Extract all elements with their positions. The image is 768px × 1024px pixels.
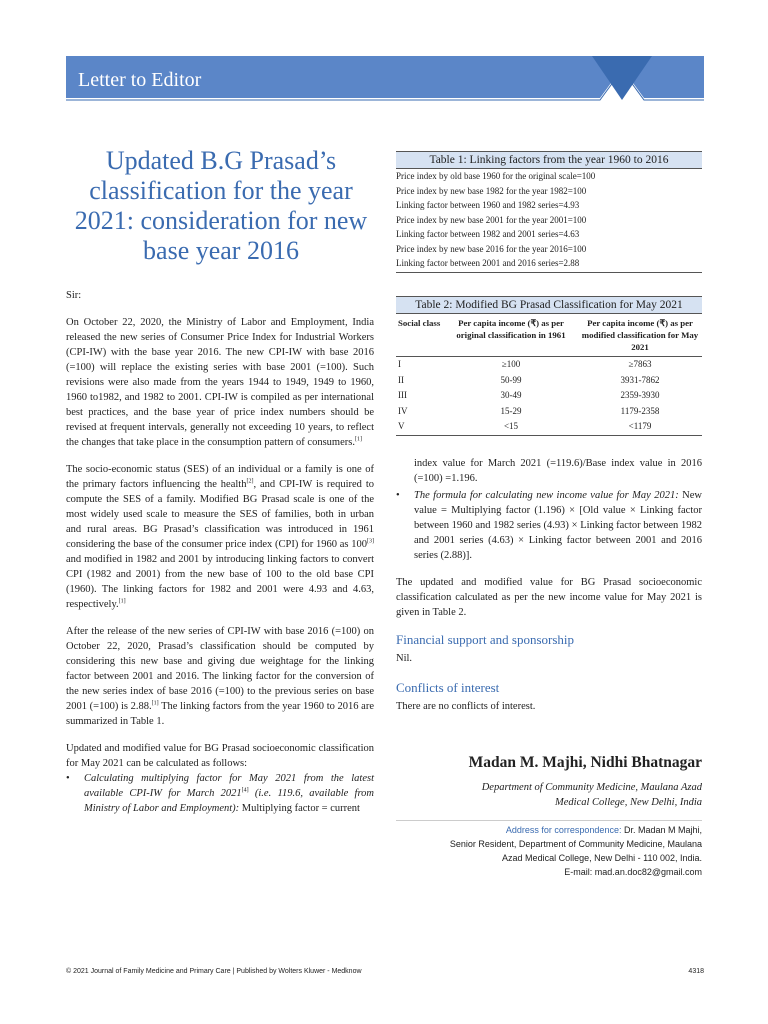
table-2-grid xyxy=(396,314,702,436)
bullet-item-2: • The formula for calculating new income value for May 2021: New value = Multiplying factor (1.196) × [Old value × Linking factor between 1960 and 1982 series (4.93) × Linking factor between 1982 and 2001 series (4.63) × Linking factor between 2001 and 2016 series (2.88)]. xyxy=(396,490,702,561)
bullet-icon: • xyxy=(66,773,70,784)
column-header: Social class xyxy=(398,318,441,328)
footer-copyright: © 2021 Journal of Family Medicine and Primary Care | Published by Wolters Kluwer - Medknow xyxy=(66,968,362,975)
correspondence-block xyxy=(396,820,702,879)
paragraph-3: After the release of the new series of CPI-IW with base 2016 (=100) on October 22, 2020, Prasad’s classification should be computed by considering this new base and giving due weightage for the linking factor between 2001 and 2016. The linking factor for the conversion of the new series index of base 2016 (=100) to the previous series on base 2001 (=100) is 2.88.[1] The linking factors from the year 1960 to 2016 are summarized in Table 1. xyxy=(66,626,374,727)
paragraph-5: The updated and modified value for BG Prasad socioeconomic classification calculated as per the new income value for May 2021 is given in Table 2. xyxy=(396,577,702,618)
table-row: III 30-49 2359-3930 xyxy=(398,390,660,400)
table-1-title: Table 1: Linking factors from the year 1960 to 2016 xyxy=(396,151,702,169)
left-column xyxy=(66,288,374,818)
correspondence-line-2: Senior Resident, Department of Community Medicine, Maulana xyxy=(449,839,702,849)
table-row: Linking factor between 1982 and 2001 series=4.63 xyxy=(396,229,580,239)
table-row: Price index by new base 2001 for the year 2001=100 xyxy=(396,214,587,225)
paragraph-2: The socio-economic status (SES) of an individual or a family is one of the primary factors influencing the health[2], and CPI-IW is required to compute the SES of a family. Modified BG Prasad scale is one of the most widely used scale to measure the SES of families, both in urban and rural areas. BG Prasad’s classification was introduced in 1961 considering the base of the consumer price index (CPI) for 1960 as 100[3] and modified in 1982 and 2001 by introducing linking factors to convert CPI (1982 and 2001) from the new base of 100 to the old base CPI (1960). The linking factors for 1982 and 2001 were 4.93 and 4.63, respectively.[1] xyxy=(66,464,374,610)
bullet-icon: • xyxy=(396,490,400,501)
table-row: I ≥100 ≥7863 xyxy=(398,359,652,369)
table-row: Linking factor between 1960 and 1982 series=4.93 xyxy=(396,200,580,210)
conflicts-text: There are no conflicts of interest. xyxy=(396,701,536,712)
bullet-continuation: index value for March 2021 (=119.6)/Base index value in 2016 (=100) =1.196. xyxy=(414,458,702,484)
financial-support-text: Nil. xyxy=(396,653,413,664)
correspondence-line-3: Azad Medical College, New Delhi - 110 002, India. xyxy=(502,853,702,863)
column-header: Per capita income (₹) as per original classification in 1961 xyxy=(456,318,566,340)
author-block xyxy=(396,754,702,810)
banner-title: Letter to Editor xyxy=(78,69,202,91)
bullet-item-1: • Calculating multiplying factor for May 2021 from the latest available CPI-IW for March 2021[4] (i.e. 119.6, available from Ministry of Labor and Employment): Multiplying factor = current xyxy=(66,773,374,814)
article-title: Updated B.G Prasad’s classification for the year 2021: consideration for new base year 2016 xyxy=(74,146,368,265)
page-number: 4318 xyxy=(688,968,704,975)
table-row: II 50-99 3931-7862 xyxy=(398,374,660,385)
author-names: Madan M. Majhi, Nidhi Bhatnagar xyxy=(468,754,702,771)
table-row: IV 15-29 1179-2358 xyxy=(398,405,660,416)
affiliation-line-1: Department of Community Medicine, Maulana Azad xyxy=(481,782,702,793)
paragraph-1: On October 22, 2020, the Ministry of Labor and Employment, India released the new series of Consumer Price Index for Industrial Workers (CPI-IW) with the base year 2016. The new CPI-IW with base 2016 (=100) will replace the existing series with base 2001 (=100). Such revisions were also made from the years 1944 to 1949, 1949 to 1960, 1960 to1982, and 1982 to 2001. CPI-IW is compiled as per international best practices, and the base year of price index numbers should be revised at frequent intervals, generally not exceeding 10 years, to reflect the changes that take place in the consumption pattern of consumers.[1] xyxy=(66,317,374,448)
paragraph-4: Updated and modified value for BG Prasad socioeconomic classification for May 2021 can be calculated as follows: xyxy=(66,743,374,769)
section-banner xyxy=(66,56,704,112)
page-footer xyxy=(66,968,704,975)
table-row: Linking factor between 2001 and 2016 series=2.88 xyxy=(396,258,580,268)
divider xyxy=(396,820,702,821)
email-link[interactable]: E-mail: mad.an.doc82@gmail.com xyxy=(564,867,702,877)
table-row: Price index by new base 2016 for the year 2016=100 xyxy=(396,243,587,254)
table-row: V <15 <1179 xyxy=(398,421,652,431)
table-1-body xyxy=(396,169,702,273)
correspondence-line-1: Address for correspondence: Dr. Madan M Majhi, xyxy=(505,825,702,835)
column-header: Per capita income (₹) as per modified classification for May 2021 xyxy=(581,318,699,352)
salutation: Sir: xyxy=(66,290,82,301)
table-2 xyxy=(396,296,702,436)
table-row: Price index by new base 1982 for the year 1982=100 xyxy=(396,185,587,196)
table-row: Price index by old base 1960 for the original scale=100 xyxy=(396,171,596,181)
financial-support-heading: Financial support and sponsorship xyxy=(396,632,575,647)
conflicts-heading: Conflicts of interest xyxy=(396,680,500,695)
table-header-row xyxy=(396,314,702,357)
table-2-title: Table 2: Modified BG Prasad Classification for May 2021 xyxy=(396,296,702,314)
right-column xyxy=(396,456,702,726)
table-1 xyxy=(396,151,702,273)
affiliation-line-2: Medical College, New Delhi, India xyxy=(555,797,702,808)
